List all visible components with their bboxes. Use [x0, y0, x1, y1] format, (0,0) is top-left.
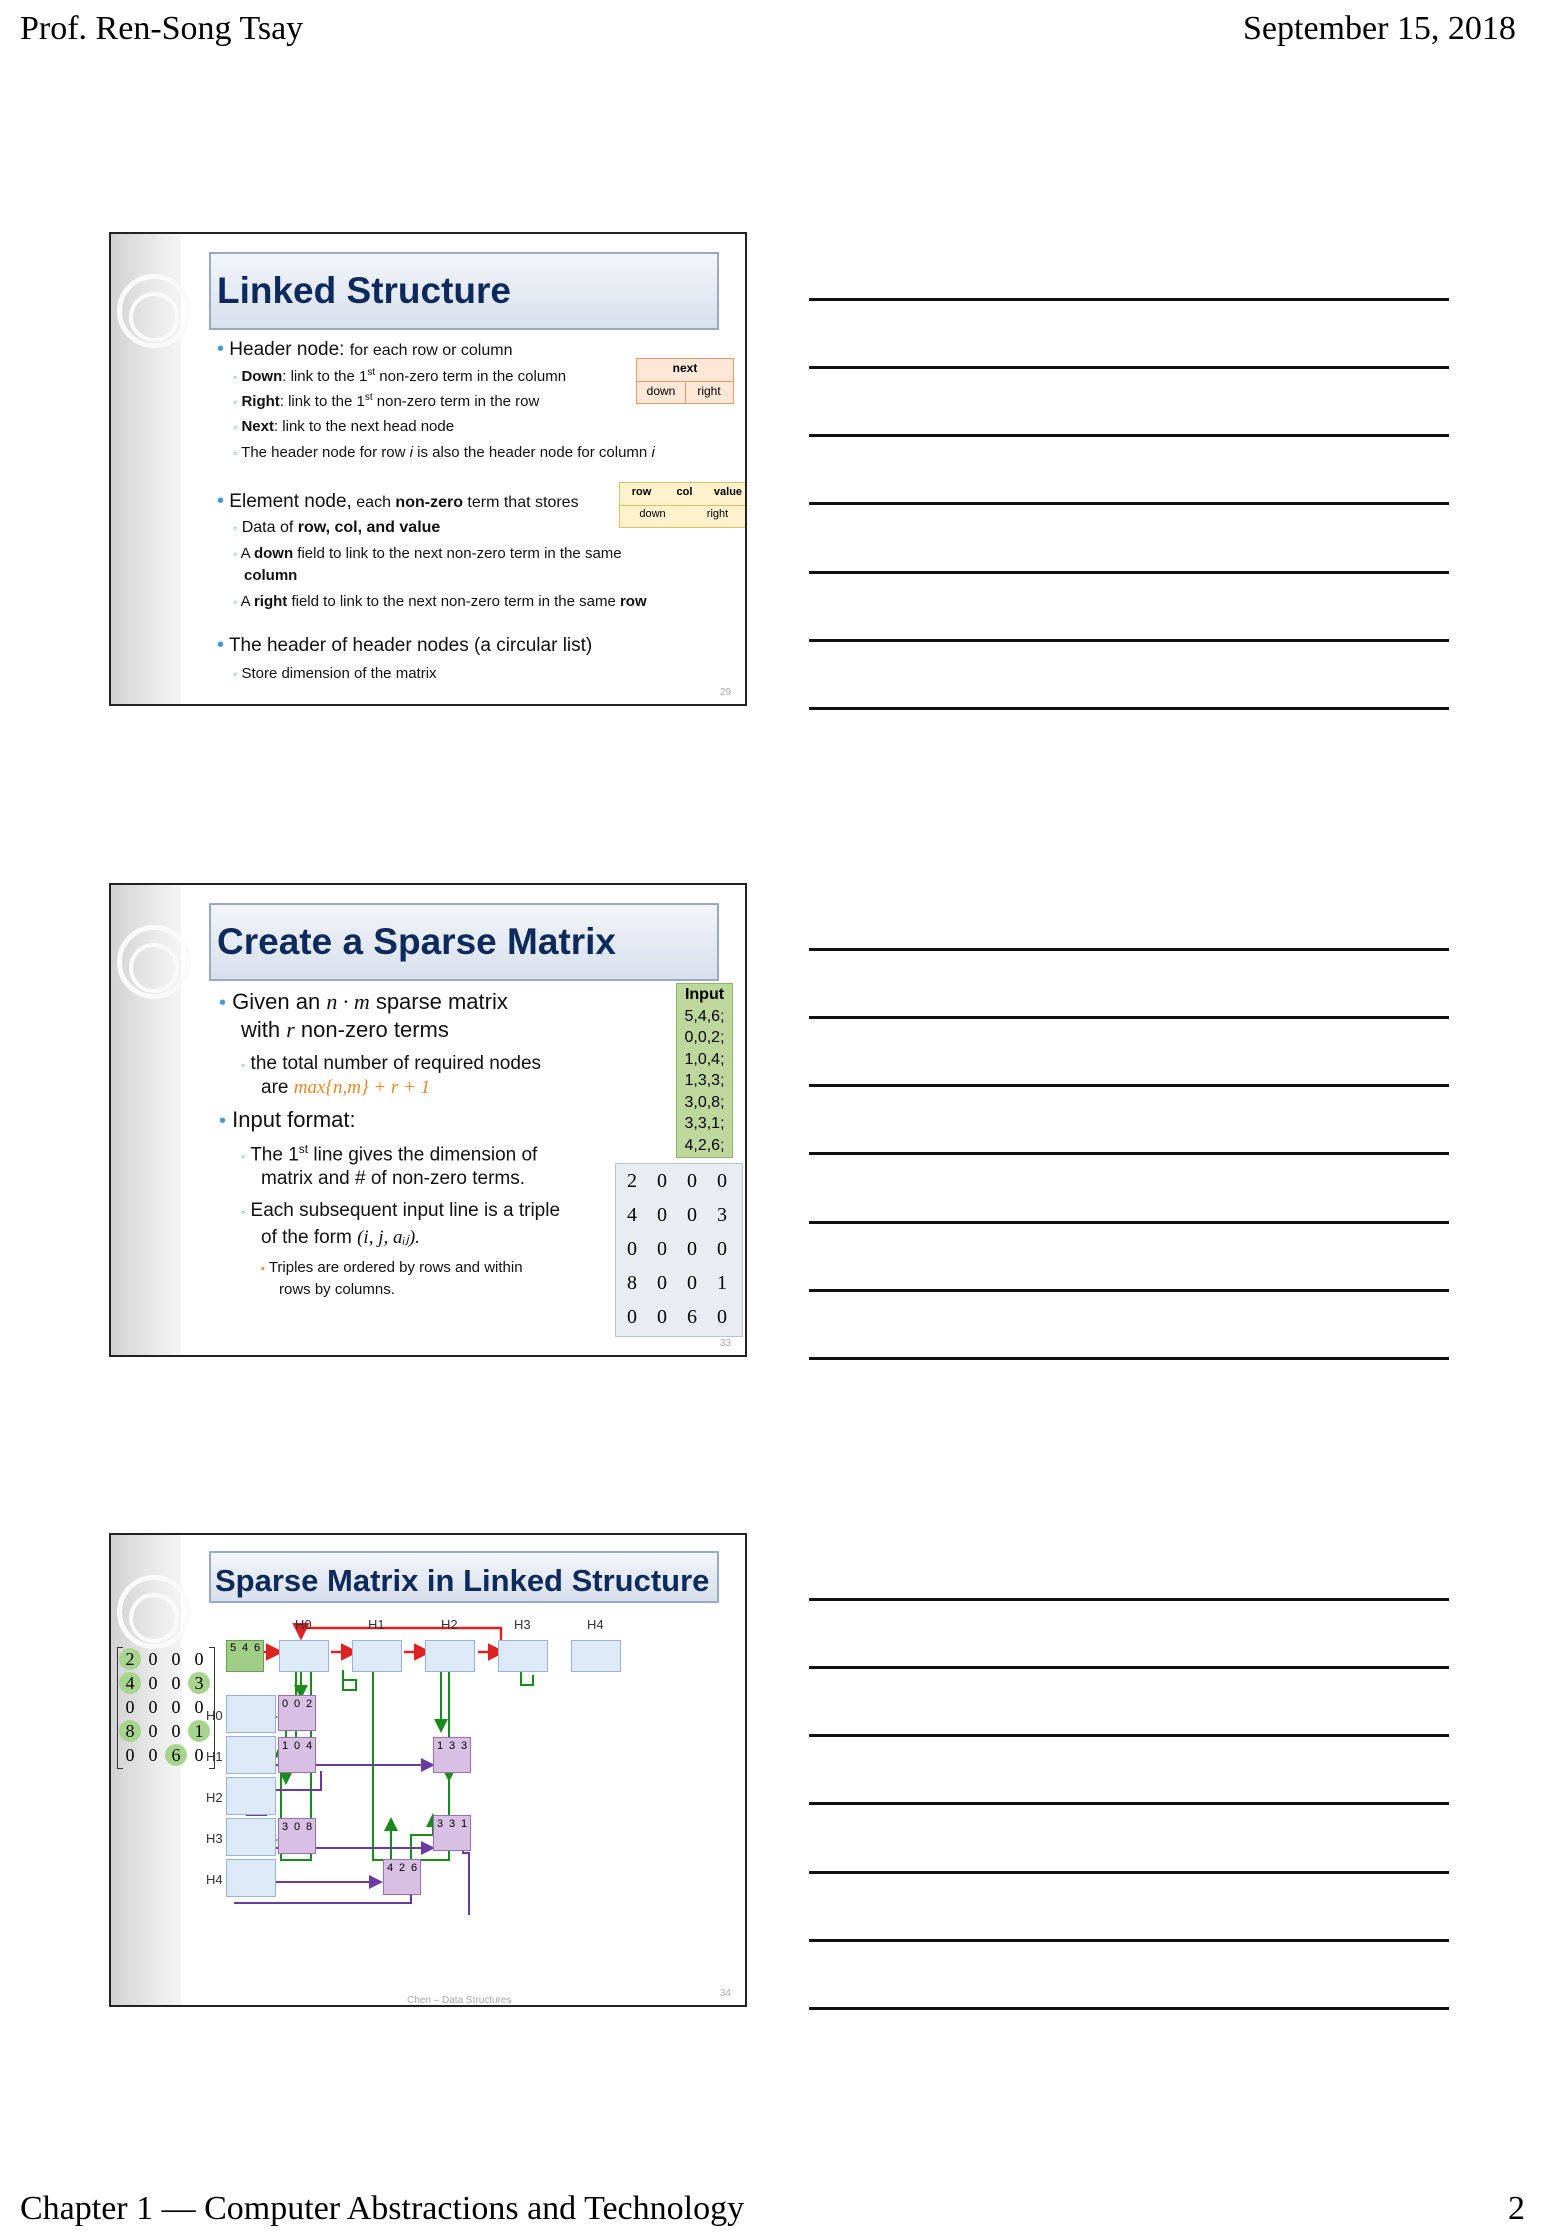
bullet-input-format: • Input format:: [219, 1107, 356, 1132]
input-line: 4,2,6;: [684, 1136, 725, 1154]
input-line: 3,3,1;: [684, 1115, 725, 1132]
sub-next: ◦ Next: link to the next head node: [233, 418, 455, 435]
footer-page: 2: [1508, 2190, 1525, 2227]
footer-chapter: Chapter 1 — Computer Abstractions and Technology: [20, 2190, 745, 2227]
note-line: [809, 1084, 1449, 1087]
sub-triple: ◦ Each subsequent input line is a triple: [241, 1200, 561, 1221]
element-node-value: 1: [281, 1740, 289, 1752]
row-header-node: [226, 1695, 276, 1733]
sub-down-field-cont: column: [244, 567, 298, 584]
slide-title: Create a Sparse Matrix: [209, 903, 719, 981]
row-header-label: H4: [206, 1872, 223, 1887]
element-node-value: 2: [305, 1698, 313, 1710]
linked-structure-diagram: [111, 1535, 747, 2007]
sub-data: ◦ Data of row, col, and value: [233, 519, 441, 536]
matrix-cell: 0: [657, 1204, 667, 1226]
element-node-value: 1: [460, 1818, 468, 1830]
note-line: [809, 571, 1449, 574]
header-author: Prof. Ren-Song Tsay: [20, 10, 304, 47]
note-line: [809, 1598, 1449, 1601]
note-line: [809, 1016, 1449, 1019]
matrix-cell: 8: [119, 1720, 141, 1742]
input-box: Input 5,4,6; 0,0,2; 1,0,4; 1,3,3; 3,0,8; 3,3,1; 4,2,6;: [676, 983, 733, 1158]
matrix-cell: 0: [194, 1697, 204, 1717]
slide-sparse-matrix-linked: [109, 1533, 747, 2007]
note-line: [809, 1289, 1449, 1292]
matrix-cell: 0: [627, 1238, 637, 1260]
element-node-value: 8: [305, 1821, 313, 1833]
element-node-value: 0: [281, 1698, 289, 1710]
element-node: [278, 1695, 316, 1731]
input-line: 5,4,6;: [684, 1007, 725, 1025]
matrix-cell: 0: [148, 1745, 158, 1765]
matrix-cell: 0: [717, 1306, 727, 1328]
input-line: 1,0,4;: [684, 1050, 725, 1068]
header-node-diagram: next down right: [636, 358, 734, 404]
matrix-bracket-right: [209, 1647, 215, 1769]
row-header-label: H2: [206, 1790, 223, 1805]
column-header-node: [352, 1640, 402, 1672]
sub-right-field: ◦ A right field to link to the next non-zero term in the same row: [233, 593, 647, 610]
matrix-cell: 3: [188, 1672, 210, 1694]
bullet-header-node: • Header node: for each row or column: [217, 338, 513, 360]
element-node: [433, 1737, 471, 1773]
slide-decoration: [111, 885, 181, 1355]
matrix-cell: 3: [717, 1204, 727, 1226]
input-line: 0,0,2;: [684, 1029, 725, 1046]
matrix-cell: 0: [657, 1238, 667, 1260]
matrix-cell: 0: [148, 1673, 158, 1693]
matrix-cell: 0: [657, 1272, 667, 1294]
matrix-cell: 6: [165, 1744, 187, 1766]
element-node-value: 3: [436, 1818, 444, 1830]
matrix-cell: 0: [148, 1697, 158, 1717]
matrix-cell: 0: [687, 1272, 697, 1294]
matrix-cell: 8: [627, 1272, 637, 1294]
matrix-cell: 0: [171, 1649, 181, 1669]
element-node-value: 3: [460, 1740, 468, 1752]
matrix-cell: 0: [717, 1238, 727, 1260]
sub-total-nodes-cont: are max{n,m} + r + 1: [261, 1077, 431, 1098]
matrix-cell: 4: [627, 1204, 637, 1226]
sub-first-line-cont: matrix and # of non-zero terms.: [261, 1168, 525, 1189]
note-line: [809, 1871, 1449, 1874]
column-header-label: H3: [514, 1617, 531, 1632]
matrix-cell: 0: [148, 1721, 158, 1741]
row-header-node: [226, 1818, 276, 1856]
column-header-node: [498, 1640, 548, 1672]
column-header-label: H4: [587, 1617, 604, 1632]
matrix-cell: 0: [148, 1649, 158, 1669]
element-node: [433, 1815, 471, 1851]
slide-title: Sparse Matrix in Linked Structure: [209, 1551, 719, 1603]
column-header-node: [279, 1640, 329, 1672]
row-header-node: [226, 1736, 276, 1774]
slide-create-sparse-matrix: [109, 883, 747, 1357]
matrix-cell: 6: [687, 1306, 697, 1328]
slide-number: 29: [719, 687, 731, 698]
sub-total-nodes: ◦ the total number of required nodes: [241, 1053, 542, 1074]
note-line: [809, 1734, 1449, 1737]
slide-title: Linked Structure: [209, 252, 719, 330]
bullet-header-of-headers: • The header of header nodes (a circular list): [217, 634, 593, 656]
matrix-cell: 0: [194, 1745, 204, 1765]
matrix-cell: 0: [125, 1697, 135, 1717]
matrix-cell: 0: [717, 1170, 727, 1192]
row-header-node: [226, 1777, 276, 1815]
input-line: 3,0,8;: [684, 1093, 725, 1111]
matrix-cell: 0: [194, 1649, 204, 1669]
sub-first-line: ◦ The 1st line gives the dimension of: [241, 1142, 538, 1166]
element-node-diagram: row col value down right: [619, 482, 747, 528]
slide-number: 34: [719, 1988, 731, 1999]
sub-store-dimension: ◦ Store dimension of the matrix: [233, 665, 437, 682]
element-node-value: 3: [448, 1740, 456, 1752]
input-line: 1,3,3;: [684, 1072, 725, 1089]
matrix-cell: 0: [687, 1204, 697, 1226]
note-line: [809, 1152, 1449, 1155]
note-line: [809, 639, 1449, 642]
top-node-value: 6: [253, 1642, 261, 1654]
matrix-cell: 0: [171, 1721, 181, 1741]
note-line: [809, 298, 1449, 301]
matrix-cell: 2: [627, 1170, 637, 1192]
row-header-label: H1: [206, 1749, 223, 1764]
matrix-cell: 2: [119, 1648, 141, 1670]
matrix-cell: 1: [188, 1720, 210, 1742]
matrix-cell: 0: [657, 1170, 667, 1192]
sub-triple-cont: of the form (i, j, aᵢⱼ).: [261, 1227, 420, 1248]
matrix-cell: 0: [687, 1238, 697, 1260]
slide-linked-structure: [109, 232, 747, 706]
column-header-node: [571, 1640, 621, 1672]
matrix-cell: 0: [125, 1745, 135, 1765]
element-node-value: 2: [398, 1862, 406, 1874]
note-line: [809, 1221, 1449, 1224]
element-node-value: 0: [293, 1698, 301, 1710]
slide-decoration: [111, 234, 181, 704]
example-matrix: [615, 1163, 743, 1337]
top-header-node: [226, 1640, 264, 1672]
note-line: [809, 2007, 1449, 2010]
slide-number: 33: [719, 1338, 731, 1349]
bullet-element-node: • Element node, each non-zero term that stores: [217, 490, 579, 512]
subsub-ordered: ▪ Triples are ordered by rows and within: [261, 1259, 523, 1276]
note-line: [809, 366, 1449, 369]
element-node-value: 6: [410, 1862, 418, 1874]
matrix-cell: 0: [171, 1673, 181, 1693]
bullet-given: • Given an n · m sparse matrix: [219, 989, 508, 1014]
column-header-label: H0: [295, 1617, 312, 1632]
element-node-value: 1: [436, 1740, 444, 1752]
element-node-value: 0: [293, 1821, 301, 1833]
matrix-cell: 4: [119, 1672, 141, 1694]
note-line: [809, 1357, 1449, 1360]
element-node-value: 0: [293, 1740, 301, 1752]
slide-credit: Chen – Data Structures: [407, 1995, 512, 2006]
note-line: [809, 948, 1449, 951]
row-header-label: H3: [206, 1831, 223, 1846]
sub-right: ◦ Right: link to the 1st non-zero term in the row: [233, 392, 540, 410]
top-node-value: 5: [229, 1642, 237, 1654]
matrix-cell: 0: [171, 1697, 181, 1717]
note-line: [809, 1802, 1449, 1805]
sub-header-node-shared: ◦ The header node for row i is also the header node for column i: [233, 444, 655, 461]
note-line: [809, 434, 1449, 437]
note-line: [809, 1939, 1449, 1942]
sub-down-field: ◦ A down field to link to the next non-zero term in the same: [233, 545, 622, 562]
column-header-label: H2: [441, 1617, 458, 1632]
matrix-cell: 1: [717, 1272, 727, 1294]
matrix-bracket-left: [117, 1647, 123, 1769]
element-node-value: 3: [281, 1821, 289, 1833]
matrix-cell: 0: [657, 1306, 667, 1328]
matrix-cell: 0: [627, 1306, 637, 1328]
matrix-cell: 0: [687, 1170, 697, 1192]
column-header-node: [425, 1640, 475, 1672]
note-line: [809, 707, 1449, 710]
element-node: [278, 1818, 316, 1854]
element-node: [278, 1737, 316, 1773]
top-node-value: 4: [241, 1642, 249, 1654]
column-header-label: H1: [368, 1617, 385, 1632]
row-header-node: [226, 1859, 276, 1897]
bullet-given-cont: with r non-zero terms: [241, 1017, 449, 1042]
element-node-value: 4: [305, 1740, 313, 1752]
sub-down: ◦ Down: link to the 1st non-zero term in the column: [233, 367, 567, 385]
note-line: [809, 502, 1449, 505]
element-node-value: 3: [448, 1818, 456, 1830]
element-node-value: 4: [386, 1862, 394, 1874]
subsub-ordered-cont: rows by columns.: [279, 1281, 395, 1298]
row-header-label: H0: [206, 1708, 223, 1723]
header-date: September 15, 2018: [1243, 10, 1516, 47]
element-node: [383, 1859, 421, 1895]
note-line: [809, 1666, 1449, 1669]
